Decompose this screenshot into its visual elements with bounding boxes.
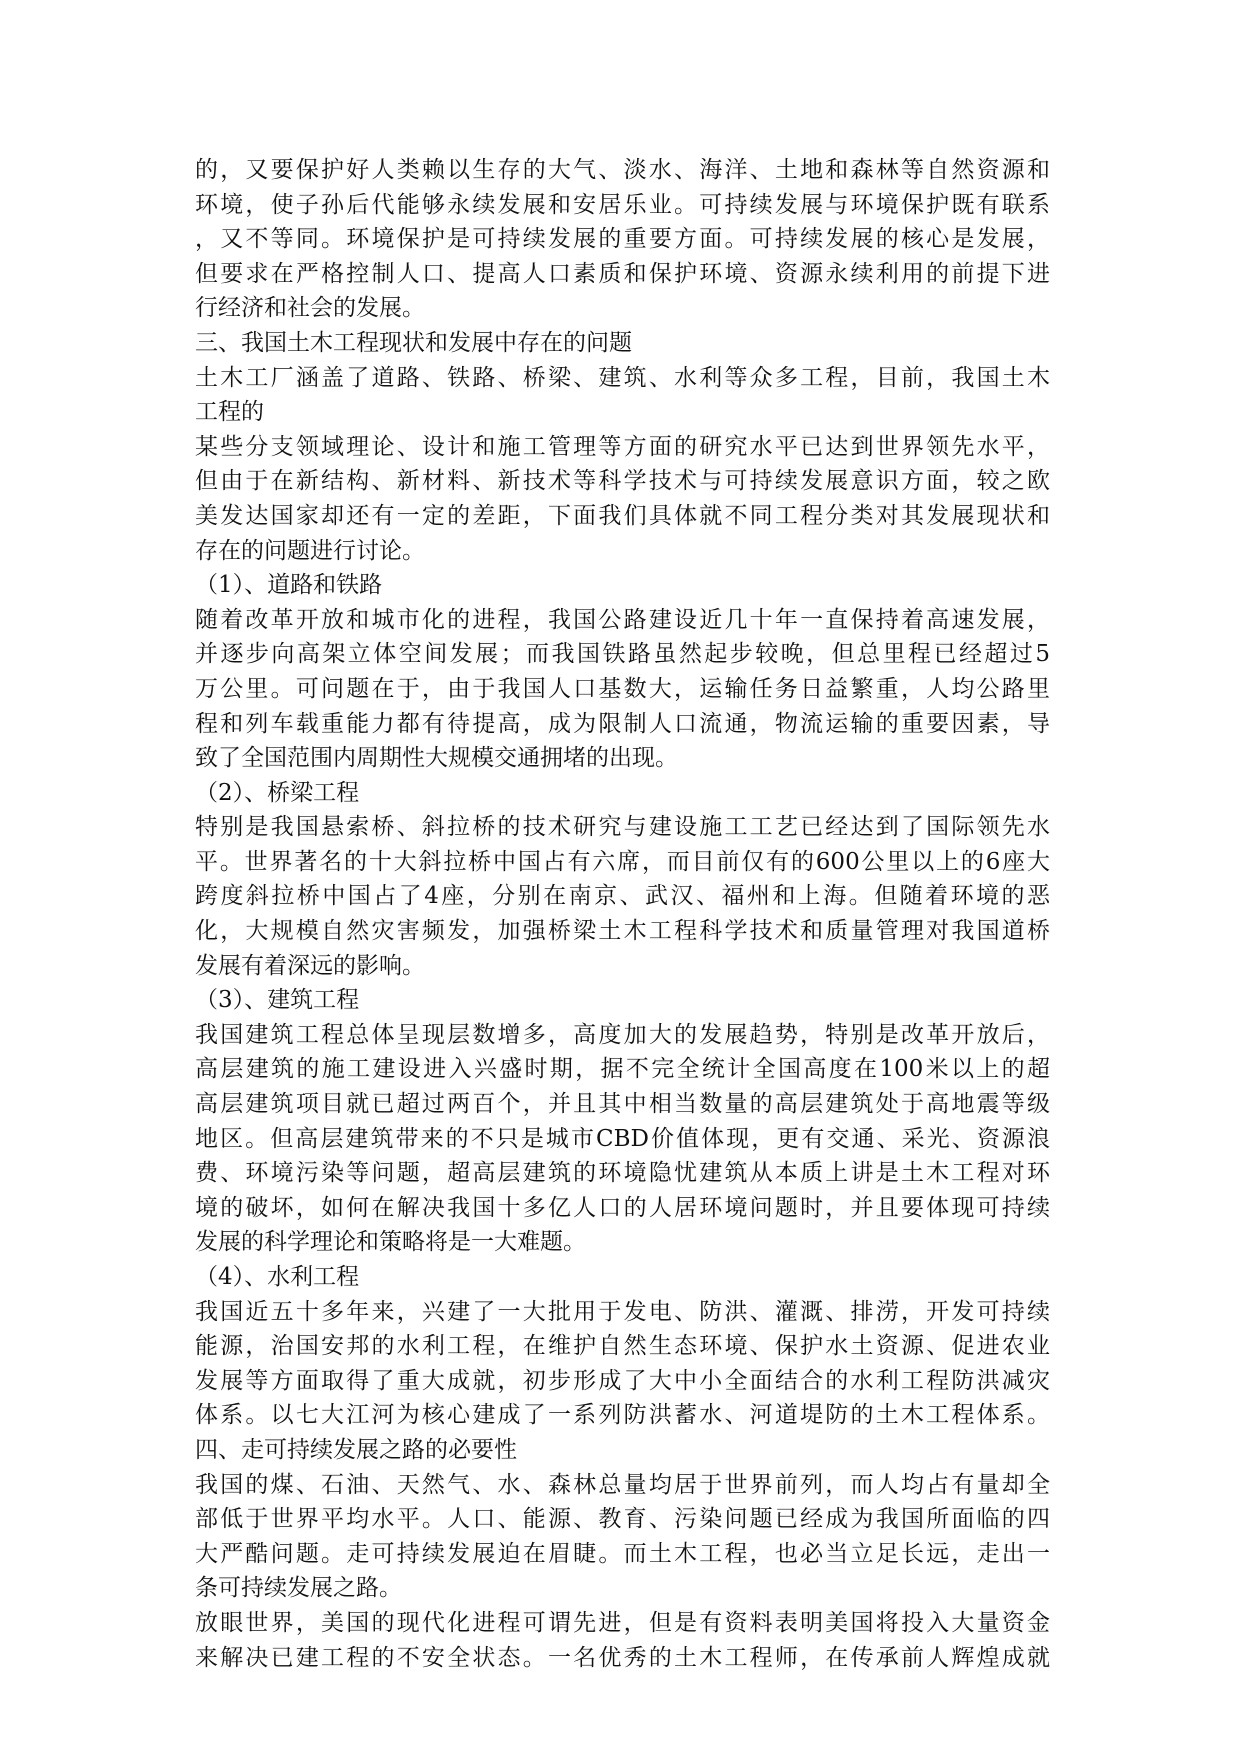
text-line: 特别是我国悬索桥、斜拉桥的技术研究与建设施工工艺已经达到了国际领先水 xyxy=(195,814,1050,841)
subsection-heading: （3）、建筑工程 xyxy=(195,987,360,1014)
text-line: 部低于世界平均水平。人口、能源、教育、污染问题已经成为我国所面临的四 xyxy=(195,1506,1050,1533)
text-line: 存在的问题进行讨论。 xyxy=(195,537,425,564)
section-heading: 三、我国土木工程现状和发展中存在的问题 xyxy=(195,329,632,356)
subsection-heading: （4）、水利工程 xyxy=(195,1264,360,1290)
text-line: 但由于在新结构、新材料、新技术等科学技术与可持续发展意识方面，较之欧 xyxy=(195,468,1050,495)
text-line: 我国近五十多年来，兴建了一大批用于发电、防洪、灌溉、排涝，开发可持续 xyxy=(195,1298,1050,1325)
text-line: 行经济和社会的发展。 xyxy=(195,295,425,322)
text-line: 的，又要保护好人类赖以生存的大气、淡水、海洋、土地和森林等自然资源和 xyxy=(195,157,1050,183)
text-line: 来解决已建工程的不安全状态。一名优秀的土木工程师，在传承前人辉煌成就 xyxy=(195,1644,1050,1671)
subsection-heading: （1）、道路和铁路 xyxy=(195,572,383,599)
text-line: 但要求在严格控制人口、提高人口素质和保护环境、资源永续利用的前提下进 xyxy=(195,260,1050,287)
document-page xyxy=(195,153,1050,1675)
text-line: 体系。以七大江河为核心建成了一系列防洪蓄水、河道堤防的土木工程体系。 xyxy=(195,1402,1050,1429)
text-line: 大严酷问题。走可持续发展迫在眉睫。而土木工程，也必当立足长远，走出一 xyxy=(195,1540,1050,1567)
text-line: 化，大规模自然灾害频发，加强桥梁土木工程科学技术和质量管理对我国道桥 xyxy=(195,918,1050,945)
text-line: 放眼世界，美国的现代化进程可谓先进，但是有资料表明美国将投入大量资金 xyxy=(195,1609,1050,1636)
text-line: ，又不等同。环境保护是可持续发展的重要方面。可持续发展的核心是发展， xyxy=(195,226,1050,253)
text-line: 美发达国家却还有一定的差距，下面我们具体就不同工程分类对其发展现状和 xyxy=(195,502,1050,529)
text-line: 土木工厂涵盖了道路、铁路、桥梁、建筑、水利等众多工程，目前，我国土木 xyxy=(195,364,1050,391)
text-line: 地区。但高层建筑带来的不只是城市CBD价值体现，更有交通、采光、资源浪 xyxy=(195,1125,1050,1152)
text-line: 环境，使子孙后代能够永续发展和安居乐业。可持续发展与环境保护既有联系 xyxy=(195,191,1050,218)
text-line: 程和列车载重能力都有待提高，成为限制人口流通，物流运输的重要因素，导 xyxy=(195,710,1050,737)
text-line: 发展有着深远的影响。 xyxy=(195,952,425,979)
text-line: 高层建筑的施工建设进入兴盛时期，据不完全统计全国高度在100米以上的超 xyxy=(195,1056,1050,1083)
text-line: 某些分支领域理论、设计和施工管理等方面的研究水平已达到世界领先水平， xyxy=(195,433,1050,460)
text-line: 发展的科学理论和策略将是一大难题。 xyxy=(195,1229,586,1256)
text-line: 高层建筑项目就已超过两百个，并且其中相当数量的高层建筑处于高地震等级 xyxy=(195,1091,1050,1118)
text-line: 发展等方面取得了重大成就，初步形成了大中小全面结合的水利工程防洪减灾 xyxy=(195,1367,1050,1394)
text-line: 费、环境污染等问题，超高层建筑的环境隐忧建筑从本质上讲是土木工程对环 xyxy=(195,1160,1050,1187)
text-line: 致了全国范围内周期性大规模交通拥堵的出现。 xyxy=(195,745,678,772)
section-heading: 四、走可持续发展之路的必要性 xyxy=(195,1436,517,1463)
text-line: 平。世界著名的十大斜拉桥中国占有六席，而目前仅有的600公里以上的6座大 xyxy=(195,848,1050,875)
text-line: 并逐步向高架立体空间发展；而我国铁路虽然起步较晚，但总里程已经超过5 xyxy=(195,641,1050,668)
text-line: 我国建筑工程总体呈现层数增多，高度加大的发展趋势，特别是改革开放后， xyxy=(195,1021,1050,1048)
subsection-heading: （2）、桥梁工程 xyxy=(195,779,360,806)
text-line: 条可持续发展之路。 xyxy=(195,1575,402,1602)
text-line: 跨度斜拉桥中国占了4座，分别在南京、武汉、福州和上海。但随着环境的恶 xyxy=(195,883,1050,910)
text-line: 我国的煤、石油、天然气、水、森林总量均居于世界前列，而人均占有量却全 xyxy=(195,1471,1050,1498)
text-line: 工程的 xyxy=(195,399,264,426)
text-line: 境的破坏，如何在解决我国十多亿人口的人居环境问题时，并且要体现可持续 xyxy=(195,1194,1050,1221)
text-line: 能源，治国安邦的水利工程，在维护自然生态环境、保护水土资源、促进农业 xyxy=(195,1333,1050,1360)
text-line: 万公里。可问题在于，由于我国人口基数大，运输任务日益繁重，人均公路里 xyxy=(195,675,1050,702)
text-line: 随着改革开放和城市化的进程，我国公路建设近几十年一直保持着高速发展， xyxy=(195,606,1050,633)
